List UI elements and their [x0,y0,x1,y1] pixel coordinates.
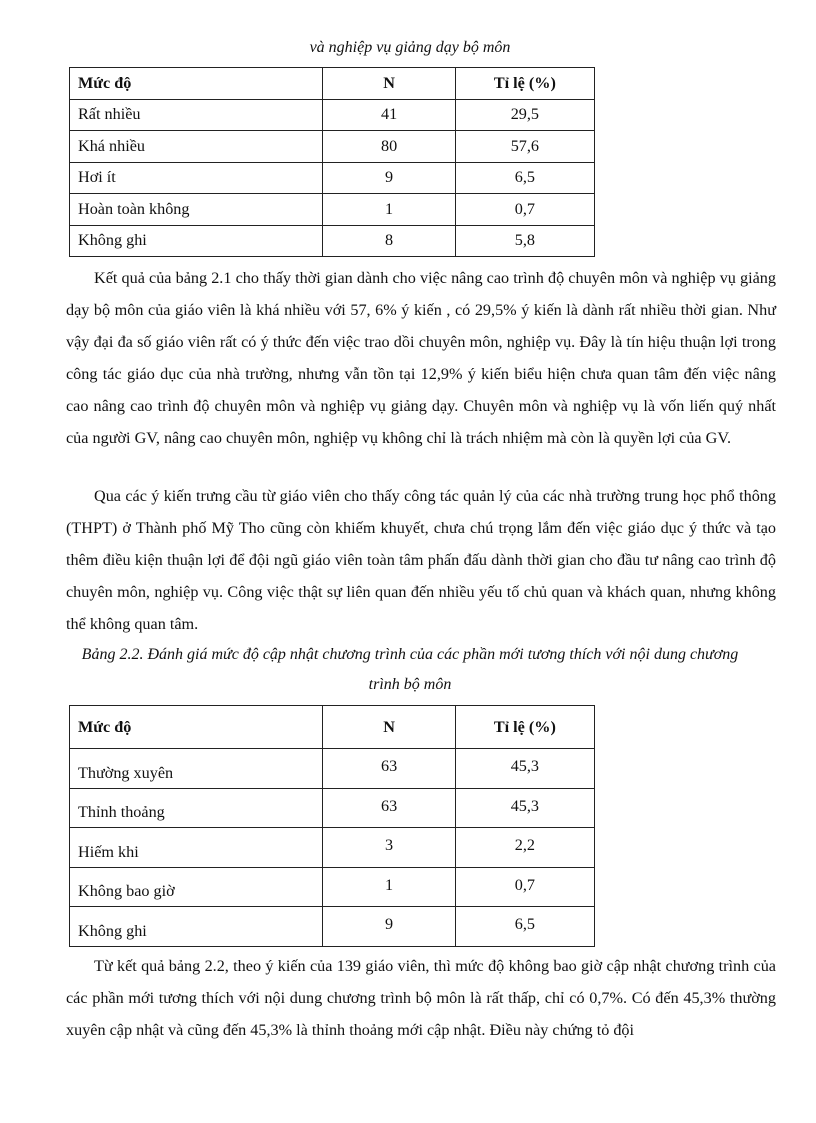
table-row [70,907,595,947]
paragraph-3: Từ kết quả bảng 2.2, theo ý kiến của 139 giáo viên, thì mức độ không bao giờ cập nhật chương trình của các phần mới tương thích với nội dung chương trình bộ môn là rất thấp, chỉ có 0,7%. Có đến 45,3% thường xuyên cập nhật và cũng đến 45,3% là thỉnh thoảng mới cập nhật. Điều này chứng tỏ đội [66,957,776,1039]
cell-n: 63 [323,749,455,789]
cell-percent: 45,3 [455,749,594,789]
table2 [69,705,595,947]
cell-percent: 5,8 [455,225,594,257]
table-header-row [70,706,595,749]
cell-n: 80 [323,131,455,163]
table-row [70,194,595,226]
cell-percent: 0,7 [455,194,594,226]
paragraph-2: Qua các ý kiến trưng cầu từ giáo viên cho thấy công tác quản lý của các nhà trường trung học phổ thông (THPT) ở Thành phố Mỹ Tho cũng còn khiếm khuyết, chưa chú trọng lắm đến việc giáo dục ý thức và tạo thêm điều kiện thuận lợi để đội ngũ giáo viên toàn tâm phấn đấu dành thời gian cho đầu tư nâng cao trình độ chuyên môn, nghiệp vụ. Công việc thật sự liên quan đến nhiều yếu tố chủ quan và khách quan, nhưng không thể không quan tâm. [66,487,776,633]
header-cell-n: N [323,68,455,100]
cell-percent: 6,5 [455,162,594,194]
cell-level: Thường xuyên [70,749,323,789]
table-row [70,749,595,789]
table2-caption-line1: Bảng 2.2. Đánh giá mức độ cập nhật chương trình của các phần mới tương thích với nội dung chương [81,646,739,663]
cell-level: Không ghi [70,907,323,947]
header-cell-percent: Tỉ lệ (%) [455,68,594,100]
table-row [70,867,595,907]
header-cell-n: N [323,706,455,749]
cell-percent: 57,6 [455,131,594,163]
cell-level: Thỉnh thoảng [70,788,323,828]
header-cell-level: Mức độ [70,706,323,749]
cell-n: 8 [323,225,455,257]
cell-n: 3 [323,828,455,868]
header-cell-percent: Tỉ lệ (%) [455,706,594,749]
cell-percent: 29,5 [455,99,594,131]
cell-percent: 0,7 [455,867,594,907]
table-row [70,828,595,868]
table1 [69,67,595,257]
table-row [70,131,595,163]
cell-level: Hoàn toàn không [70,194,323,226]
table2-caption-line2: trình bộ môn [368,676,452,693]
paragraph-1: Kết quả của bảng 2.1 cho thấy thời gian dành cho việc nâng cao trình độ chuyên môn và nghiệp vụ giảng dạy bộ môn của giáo viên là khá nhiều với 57, 6% ý kiến , có 29,5% ý kiến là dành rất nhiều thời gian. Như vậy đại đa số giáo viên rất có ý thức đến việc trao dồi chuyên môn, nghiệp vụ. Đây là tín hiệu thuận lợi trong công tác giáo dục của nhà trường, nhưng vẫn tồn tại 12,9% ý kiến biểu hiện chưa quan tâm đến việc nâng cao nâng cao trình độ chuyên môn và nghiệp vụ giảng dạy. Chuyên môn và nghiệp vụ là vốn liến quý nhất của người GV, nâng cao chuyên môn, nghiệp vụ không chỉ là trách nhiệm mà còn là quyền lợi của GV. [66,269,776,447]
cell-level: Hiếm khi [70,828,323,868]
table-row [70,788,595,828]
table1-caption: và nghiệp vụ giảng dạy bộ môn [309,39,511,56]
cell-n: 41 [323,99,455,131]
header-cell-level: Mức độ [70,68,323,100]
cell-percent: 6,5 [455,907,594,947]
cell-percent: 45,3 [455,788,594,828]
table-header-row [70,68,595,100]
cell-n: 9 [323,162,455,194]
cell-level: Khá nhiều [70,131,323,163]
cell-n: 1 [323,867,455,907]
cell-level: Không bao giờ [70,867,323,907]
table-row [70,162,595,194]
cell-n: 63 [323,788,455,828]
cell-percent: 2,2 [455,828,594,868]
cell-level: Rất nhiều [70,99,323,131]
cell-n: 1 [323,194,455,226]
cell-level: Không ghi [70,225,323,257]
cell-n: 9 [323,907,455,947]
table-row [70,225,595,257]
cell-level: Hơi ít [70,162,323,194]
table-row [70,99,595,131]
